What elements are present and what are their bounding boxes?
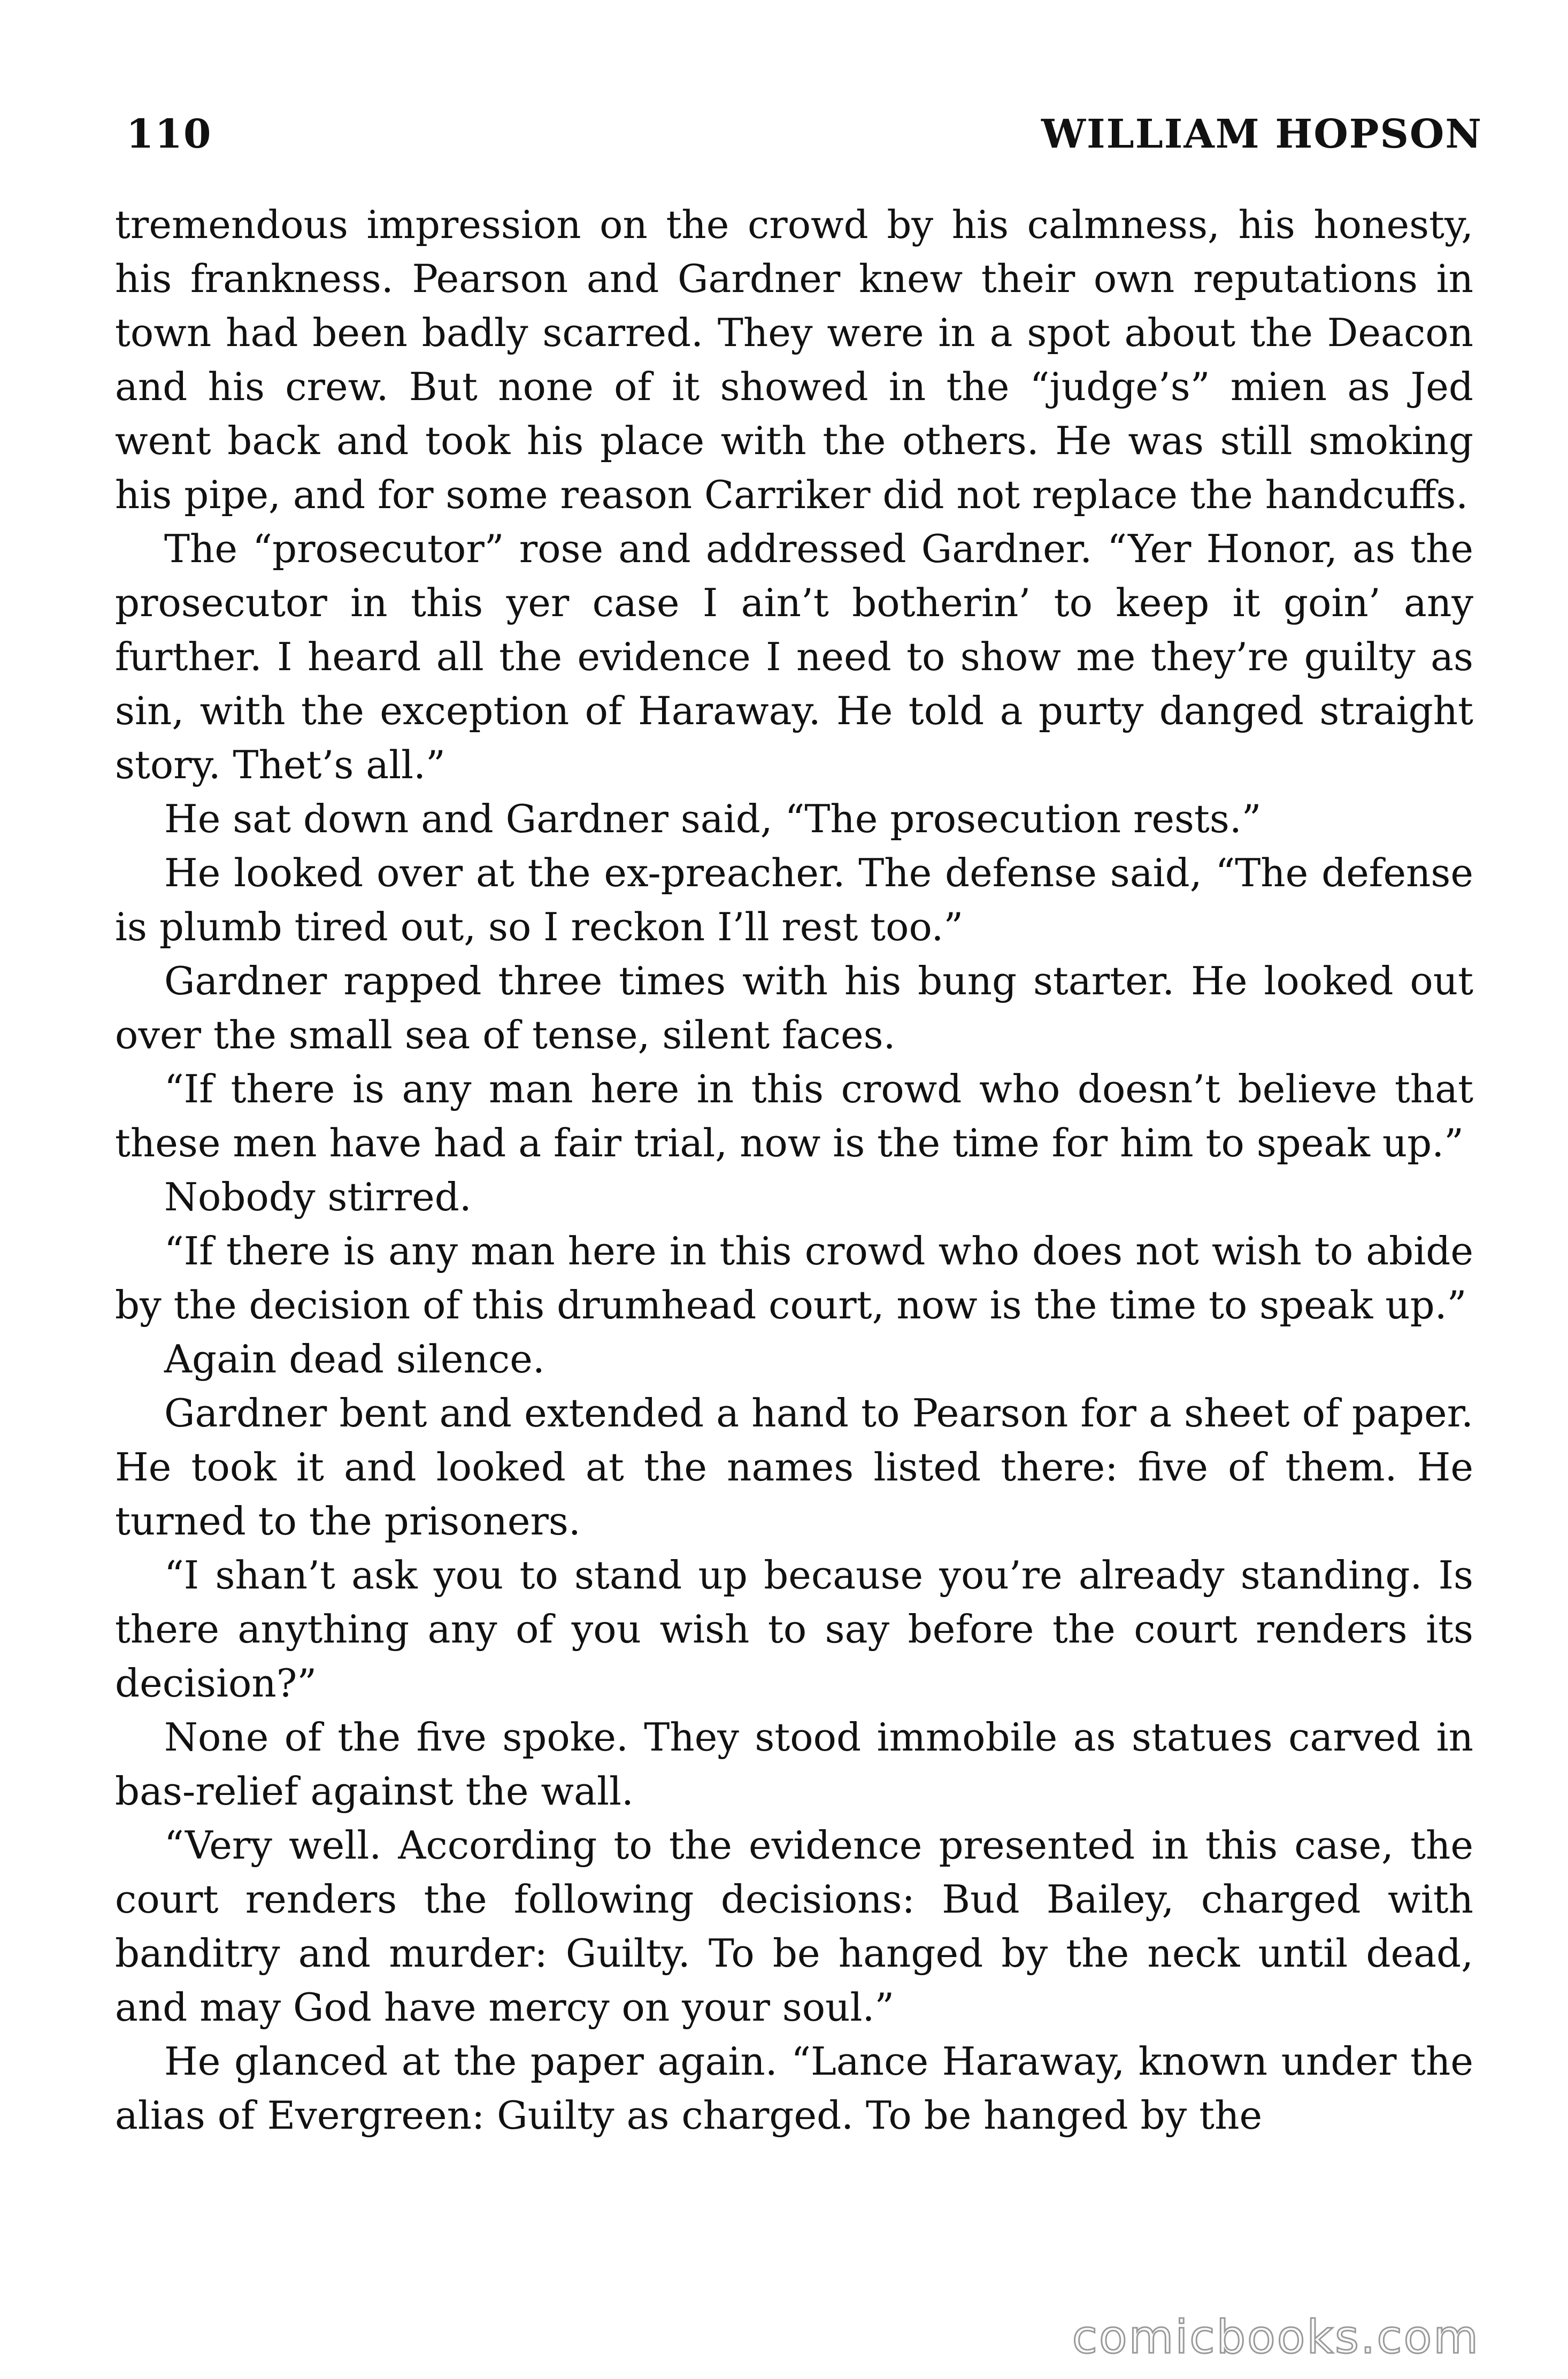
paragraph: Again dead silence. xyxy=(164,1337,545,1382)
page-header xyxy=(107,107,1482,171)
watermark: comicbooks.com xyxy=(1072,2311,1480,2364)
paragraph: Nobody stirred. xyxy=(164,1175,472,1219)
paragraph: Gardner rapped three times with his bung starter. He looked out over the small sea of tense, silent faces. xyxy=(115,958,1473,1057)
running-head-author: WILLIAM HOPSON xyxy=(1041,111,1482,157)
paragraph: He glanced at the paper again. “Lance Haraway, known under the alias of Evergreen: Guilty as charged. To be hanged by the xyxy=(115,2039,1473,2138)
paragraph: “If there is any man here in this crowd who does not wish to abide by the decision of this drumhead court, now is the time to speak up.” xyxy=(115,1229,1473,1327)
paragraph: “Very well. According to the evidence presented in this case, the court renders the following decisions: Bud Bailey, charged with banditry and murder: Guilty. To be hanged by the neck until dead, and may God have mercy on your soul.” xyxy=(115,1823,1473,2030)
paragraph: The “prosecutor” rose and addressed Gardner. “Yer Honor, as the prosecutor in this yer case I ain’t botherin’ to keep it goin’ any further. I heard all the evidence I need to show me they’re guilty as sin, with the exception of Haraway. He told a purty danged straight story. Thet’s all.” xyxy=(115,526,1473,787)
paragraph: “If there is any man here in this crowd who doesn’t believe that these men have had a fair trial, now is the time for him to speak up.” xyxy=(115,1066,1473,1165)
paragraph: He looked over at the ex-preacher. The defense said, “The defense is plumb tired out, so I reckon I’ll rest too.” xyxy=(115,850,1473,949)
paragraph: He sat down and Gardner said, “The prosecution rests.” xyxy=(164,796,1262,841)
paragraph: None of the five spoke. They stood immobile as statues carved in bas-relief against the wall. xyxy=(115,1715,1473,1814)
paragraph: Gardner bent and extended a hand to Pearson for a sheet of paper. He took it and looked at the names listed there: five of them. He turned to the prisoners. xyxy=(115,1391,1473,1544)
paragraph: “I shan’t ask you to stand up because you’re already standing. Is there anything any of you wish to say before the court renders its decision?” xyxy=(115,1553,1473,1706)
body-text xyxy=(115,198,1473,2143)
page-number: 110 xyxy=(126,111,212,157)
paragraph: tremendous impression on the crowd by his calmness, his honesty, his frankness. Pearson and Gardner knew their own reputations in town had been badly scarred. They were in a spot about the Deacon and his crew. But none of it showed in the “judge’s” mien as Jed went back and took his place with the others. He was still smoking his pipe, and for some reason Carriker did not replace the handcuffs. xyxy=(115,202,1473,517)
